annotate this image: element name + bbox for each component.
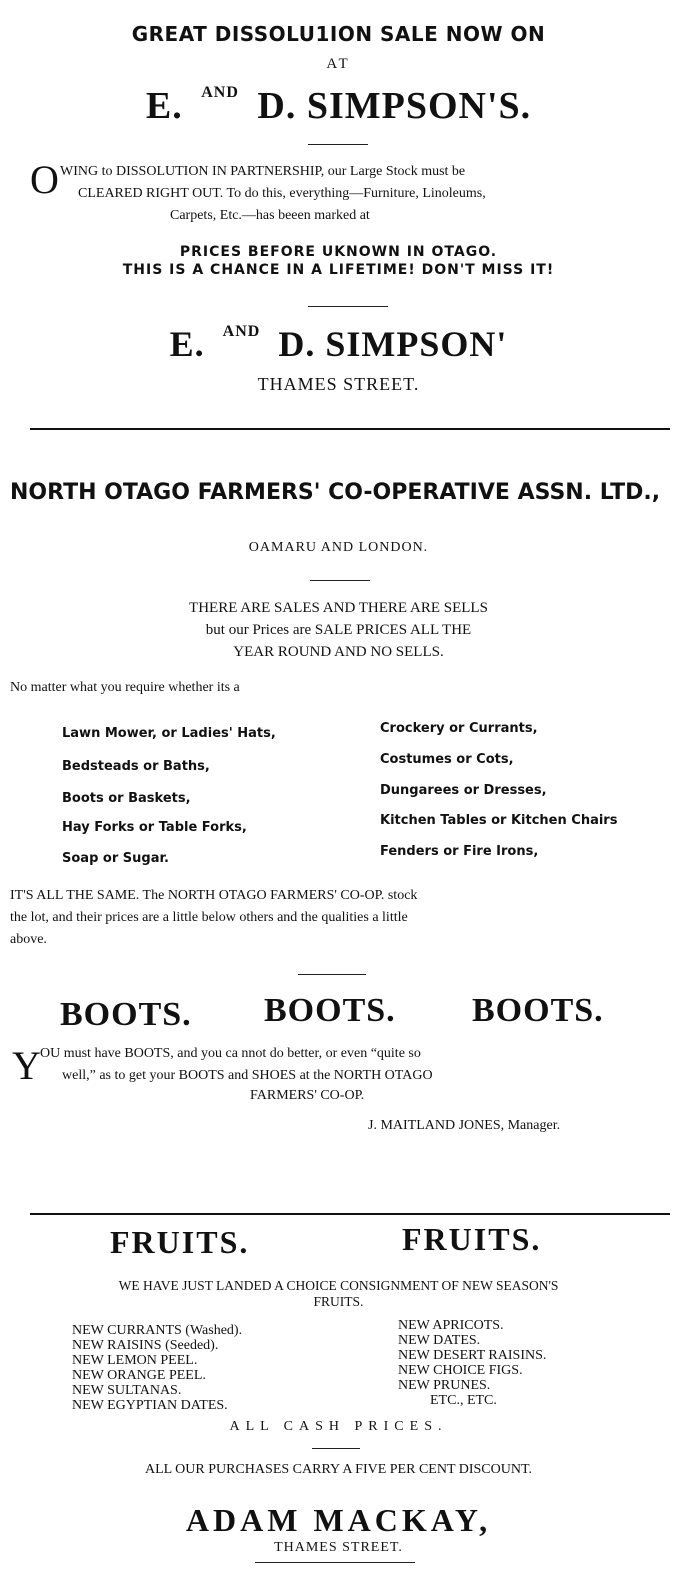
simpson-street: THAMES STREET.: [257, 374, 420, 394]
chance-line: THIS IS A CHANCE IN A LIFETIME! DON'T MISS IT!: [122, 262, 555, 278]
list-item: Kitchen Tables or Kitchen Chairs: [380, 813, 618, 828]
section-border: [30, 428, 670, 430]
sales-line-1: THERE ARE SALES AND THERE ARE SELLS: [189, 600, 488, 616]
mackay-street: THAMES STREET.: [274, 1540, 403, 1555]
list-item: NEW PRUNES.: [398, 1378, 491, 1393]
farmers-title: NORTH OTAGO FARMERS' CO-OPERATIVE ASSN. LTD.,: [10, 480, 661, 505]
firm-simpsons: D. SIMPSON'S.: [257, 85, 532, 127]
divider: [298, 974, 366, 975]
at-word: AT: [326, 56, 351, 72]
list-item: Dungarees or Dresses,: [380, 783, 547, 798]
list-item: NEW SULTANAS.: [72, 1383, 182, 1398]
signature-name: [0, 323, 677, 365]
list-item: NEW ORANGE PEEL.: [72, 1368, 206, 1383]
boots-line-2: well,” as to get your BOOTS and SHOES at the NORTH OTAGO: [62, 1068, 433, 1083]
list-item: NEW LEMON PEEL.: [72, 1353, 198, 1368]
drop-cap-y: Y: [12, 1043, 41, 1088]
same-line-2: the lot, and their prices are a little below others and the qualities a little: [10, 910, 408, 925]
sales-line-2: but our Prices are SALE PRICES ALL THE: [205, 622, 472, 638]
prices-line: PRICES BEFORE UKNOWN IN OTAGO.: [179, 244, 498, 260]
list-item: Lawn Mower, or Ladies' Hats,: [62, 726, 276, 741]
list-item: ETC., ETC.: [430, 1393, 497, 1408]
list-item: Boots or Baskets,: [62, 791, 191, 806]
list-item: NEW DATES.: [398, 1333, 481, 1348]
farmers-location: OAMARU AND LONDON.: [248, 540, 429, 555]
fruits-heading: FRUITS.: [402, 1221, 542, 1257]
list-item: NEW CURRANTS (Washed).: [72, 1323, 243, 1338]
sale-headline: GREAT DISSOLU1ION SALE NOW ON: [131, 22, 546, 46]
divider: [310, 580, 370, 581]
bottom-border: [255, 1562, 415, 1563]
list-item: NEW RAISINS (Seeded).: [72, 1338, 219, 1353]
sig-and: AND: [222, 323, 261, 340]
require-intro: No matter what you require whether its a: [10, 680, 240, 695]
body-line-1: WING to DISSOLUTION IN PARTNERSHIP, our Large Stock must be: [60, 164, 466, 179]
landed-line-1: WE HAVE JUST LANDED A CHOICE CONSIGNMENT OF NEW SEASON'S: [118, 1278, 559, 1293]
divider: [312, 1448, 360, 1449]
body-line-2: CLEARED RIGHT OUT. To do this, everything—Furniture, Linoleums,: [78, 186, 486, 201]
firm-name: [0, 84, 677, 128]
list-item: Fenders or Fire Irons,: [380, 844, 539, 859]
sig-initial-e: E.: [169, 324, 205, 364]
landed-line-2: FRUITS.: [313, 1294, 364, 1309]
boots-line-1: OU must have BOOTS, and you ca nnot do better, or even “quite so: [40, 1046, 421, 1061]
drop-cap-o: O: [30, 157, 59, 202]
list-item: NEW DESERT RAISINS.: [398, 1348, 547, 1363]
list-item: Crockery or Currants,: [380, 721, 538, 736]
sig-simpson: D. SIMPSON': [278, 324, 508, 364]
divider: [308, 306, 388, 307]
list-item: Soap or Sugar.: [62, 851, 169, 866]
same-line-1: IT'S ALL THE SAME. The NORTH OTAGO FARMERS' CO-OP. stock: [10, 888, 418, 903]
firm-and: AND: [201, 84, 239, 101]
list-item: NEW CHOICE FIGS.: [398, 1363, 523, 1378]
mackay-name: ADAM MACKAY,: [185, 1502, 492, 1538]
boots-heading: BOOTS.: [264, 992, 396, 1029]
sales-line-3: YEAR ROUND AND NO SELLS.: [233, 644, 444, 660]
manager-sign: J. MAITLAND JONES, Manager.: [368, 1118, 561, 1133]
same-line-3: above.: [10, 932, 47, 947]
firm-initial-e: E.: [145, 85, 183, 127]
divider: [308, 144, 368, 145]
fruits-heading: FRUITS.: [110, 1224, 250, 1260]
list-item: Bedsteads or Baths,: [62, 759, 210, 774]
section-border: [30, 1213, 670, 1215]
list-item: NEW APRICOTS.: [398, 1318, 504, 1333]
list-item: Costumes or Cots,: [380, 752, 514, 767]
boots-heading: BOOTS.: [60, 996, 192, 1033]
list-item: NEW EGYPTIAN DATES.: [72, 1398, 228, 1413]
list-item: Hay Forks or Table Forks,: [62, 820, 247, 835]
body-line-3: Carpets, Etc.—has beeen marked at: [170, 208, 370, 223]
discount-line: ALL OUR PURCHASES CARRY A FIVE PER CENT DISCOUNT.: [144, 1462, 532, 1477]
boots-heading: BOOTS.: [472, 992, 604, 1029]
boots-line-3: FARMERS' CO-OP.: [250, 1088, 365, 1103]
cash-line: ALL CASH PRICES.: [229, 1419, 448, 1434]
